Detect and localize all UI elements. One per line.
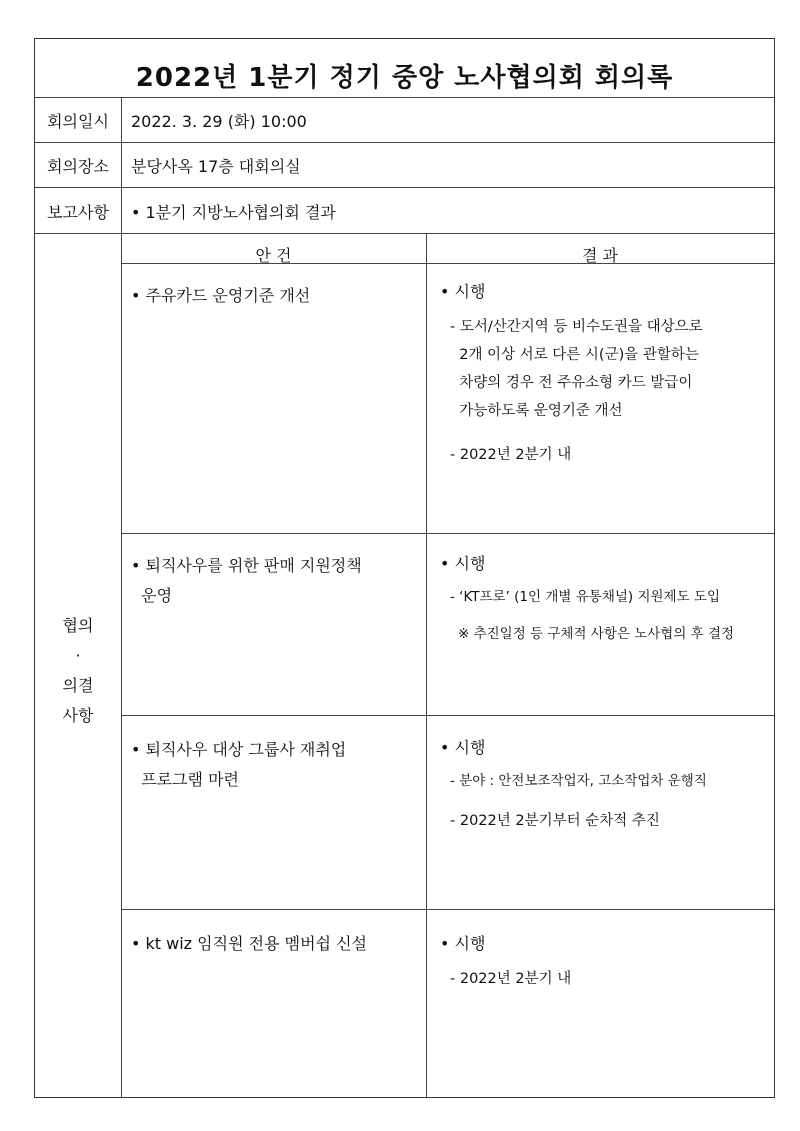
- date-value: 2022. 3. 29 (화) 10:00: [131, 112, 307, 131]
- result-column-header: 결 과: [582, 246, 618, 265]
- rule-date: [35, 142, 774, 143]
- rule-item-2: [121, 715, 774, 716]
- rule-item-3: [121, 909, 774, 910]
- place-value: 분당사옥 17층 대회의실: [131, 157, 301, 176]
- rule-result-column: [426, 233, 427, 1097]
- result-item-4: • 시행 - 2022년 2분기 내: [440, 934, 572, 987]
- place-label: 회의장소: [47, 157, 109, 176]
- result-item-2: • 시행 - ‘KT프로’ (1인 개별 유통채널) 지원제도 도입 ※ 추진일정 등 구체적 사항은 노사협의 후 결정: [440, 554, 735, 642]
- result-item-1: • 시행 - 도서/산간지역 등 비수도권을 대상으로 2개 이상 서로 다른 시(군)을 관할하는 차량의 경우 전 주유소형 카드 발급이 가능하도록 운영기준 개선 - 2022년 2분기 내: [440, 282, 703, 463]
- date-label: 회의일시: [47, 112, 109, 131]
- agenda-item-1: • 주유카드 운영기준 개선: [131, 286, 311, 305]
- report-value: • 1분기 지방노사협의회 결과: [131, 203, 336, 222]
- agenda-item-3: • 퇴직사우 대상 그룹사 재취업 프로그램 마련: [131, 740, 347, 789]
- agenda-column-header: 안 건: [255, 246, 292, 265]
- rule-title: [35, 97, 774, 98]
- result-item-3: • 시행 - 분야 : 안전보조작업자, 고소작업차 운행직 - 2022년 2분기부터 순차적 추진: [440, 738, 707, 829]
- rule-item-1: [121, 533, 774, 534]
- rule-report: [35, 233, 774, 234]
- report-label: 보고사항: [47, 203, 109, 222]
- agenda-item-4: • kt wiz 임직원 전용 멤버쉽 신설: [131, 934, 367, 953]
- agenda-item-2: • 퇴직사우를 위한 판매 지원정책 운영: [131, 556, 362, 605]
- section-label: 협의 · 의결 사항: [62, 616, 94, 725]
- minutes-document: [34, 38, 775, 1098]
- rule-place: [35, 187, 774, 188]
- document-title: 2022년 1분기 정기 중앙 노사협의회 회의록: [135, 63, 674, 93]
